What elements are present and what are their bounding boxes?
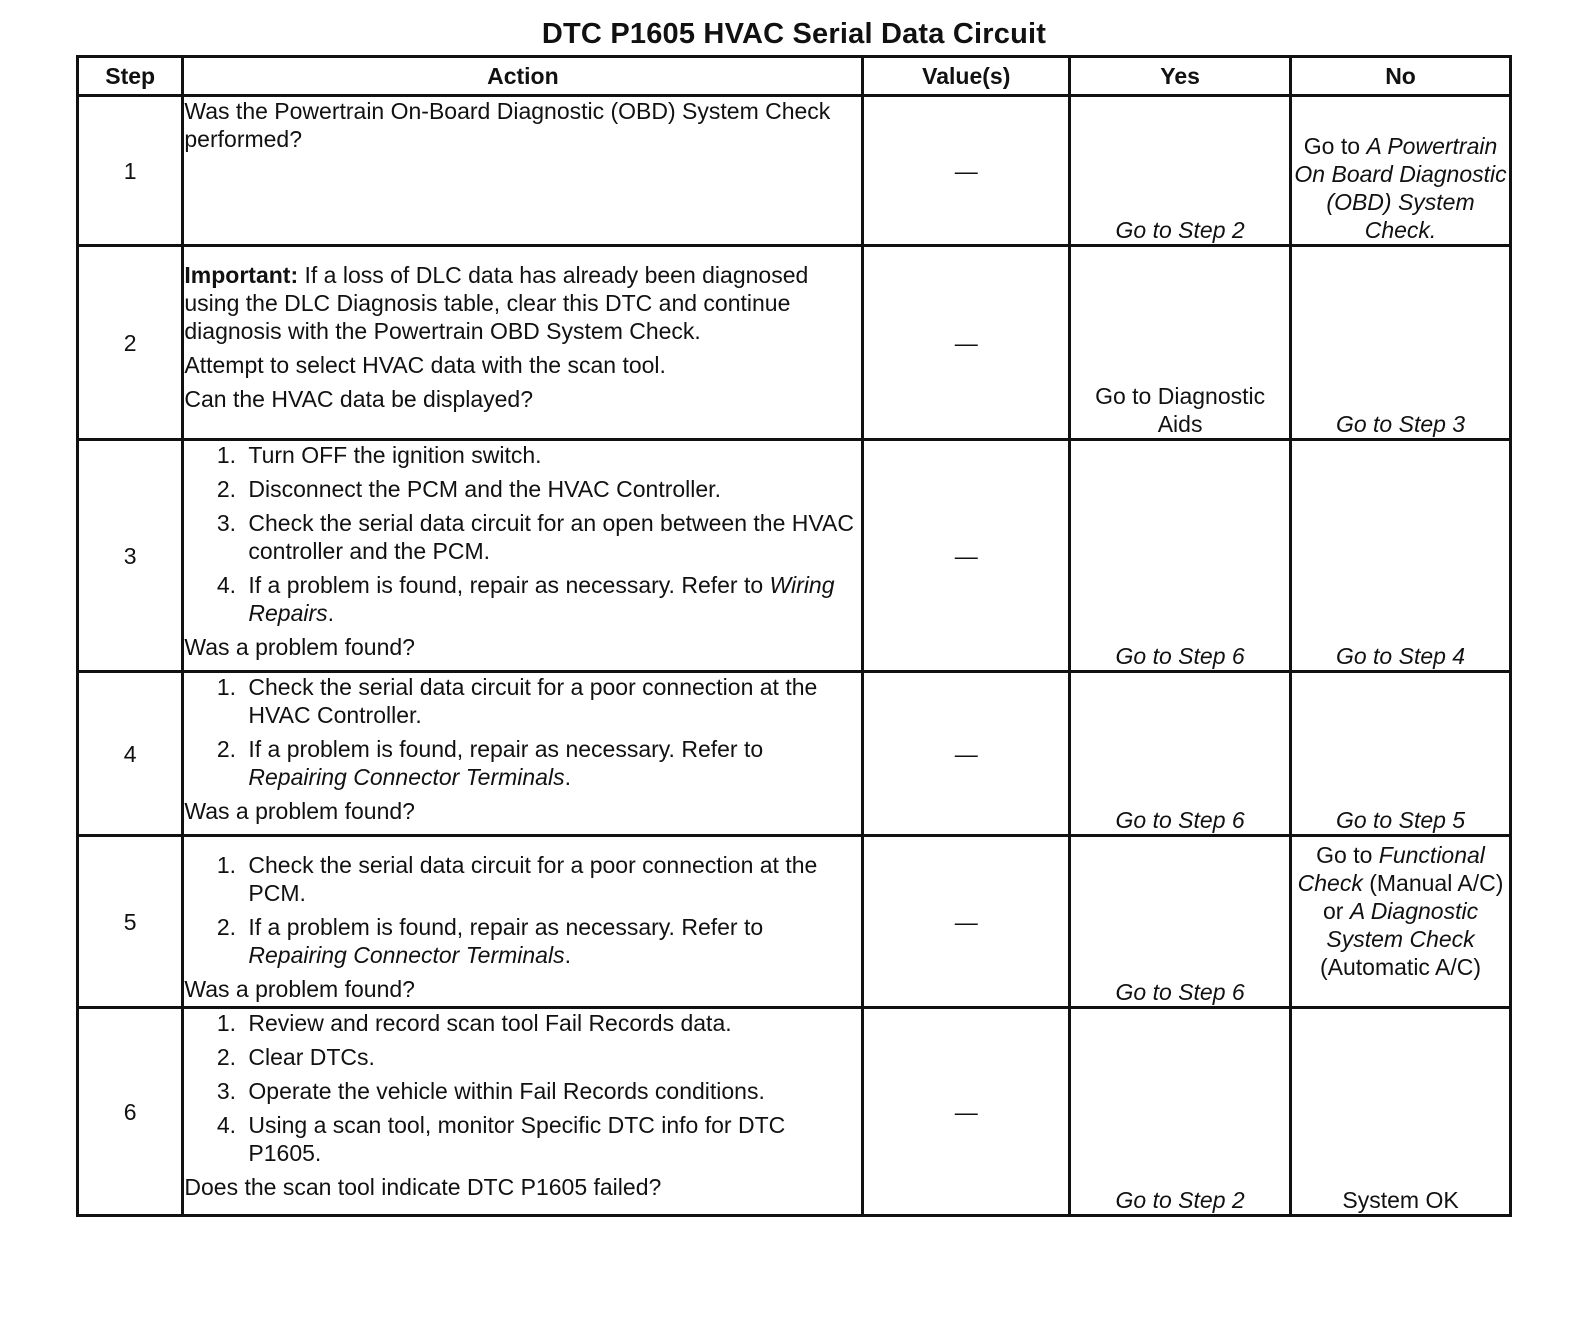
no-reference: A Powertrain On Board Diagnostic (OBD) System Check. — [1294, 133, 1507, 243]
table-row — [78, 440, 1511, 672]
list-item-end: . — [327, 600, 335, 626]
reference-link: Wiring Repairs — [248, 572, 835, 626]
header-yes: Yes — [1070, 57, 1291, 96]
important-label: Important: — [184, 262, 299, 288]
list-item — [242, 913, 861, 969]
no-text: Go to — [1316, 842, 1379, 868]
no-text: (Manual A/C) or — [1322, 870, 1504, 924]
no-cell — [1291, 96, 1511, 246]
no-prefix: Go to — [1303, 133, 1367, 159]
list-item-text: If a problem is found, repair as necessary. Refer to — [248, 736, 764, 762]
list-item — [242, 735, 861, 791]
procedure-list — [184, 673, 861, 791]
list-item: 1. Turn OFF the ignition switch. — [242, 441, 861, 469]
action-cell — [183, 96, 863, 246]
value-cell: — — [863, 1008, 1070, 1216]
no-text: (Automatic A/C) — [1320, 954, 1482, 980]
value-cell: — — [863, 246, 1070, 440]
procedure-list — [184, 1009, 861, 1167]
value-cell: — — [863, 836, 1070, 1008]
yes-cell: Go to Step 6 — [1070, 836, 1291, 1008]
header-row — [78, 57, 1511, 96]
table-row — [78, 246, 1511, 440]
yes-cell: Go to Step 6 — [1070, 672, 1291, 836]
yes-cell: Go to Step 2 — [1070, 1008, 1291, 1216]
no-reference: Functional Check — [1297, 842, 1485, 896]
action-instruction: Attempt to select HVAC data with the scan tool. — [184, 352, 666, 378]
list-item — [242, 571, 861, 627]
action-cell — [183, 440, 863, 672]
value-cell: — — [863, 96, 1070, 246]
header-no: No — [1291, 57, 1511, 96]
page-title: DTC P1605 HVAC Serial Data Circuit — [541, 18, 1047, 50]
procedure-list — [184, 441, 861, 627]
step-number: 5 — [78, 836, 183, 1008]
header-action: Action — [183, 57, 863, 96]
list-item: 1. Review and record scan tool Fail Records data. — [242, 1009, 861, 1037]
important-note — [184, 261, 861, 345]
list-item-text: If a problem is found, repair as necessary. Refer to — [248, 572, 770, 598]
action-question: Was the Powertrain On-Board Diagnostic (OBD) System Check performed? — [184, 98, 831, 152]
table-row — [78, 1008, 1511, 1216]
list-item-end: . — [564, 942, 571, 968]
header-step: Step — [78, 57, 183, 96]
list-item: 1. Check the serial data circuit for a poor connection at the HVAC Controller. — [242, 673, 861, 729]
diagnostic-table — [76, 55, 1512, 1217]
no-reference: A Diagnostic System Check — [1326, 898, 1479, 952]
list-item-end: . — [564, 764, 571, 790]
procedure-list — [184, 851, 861, 969]
important-text: If a loss of DLC data has already been diagnosed using the DLC Diagnosis table, clear this DTC and continue diagnosis with the Powertrain OBD System Check. — [184, 262, 809, 344]
table-row — [78, 836, 1511, 1008]
action-question: Was a problem found? — [184, 976, 415, 1002]
yes-cell: Go to Step 2 — [1070, 96, 1291, 246]
step-number: 6 — [78, 1008, 183, 1216]
value-cell: — — [863, 440, 1070, 672]
action-cell — [183, 836, 863, 1008]
step-number: 2 — [78, 246, 183, 440]
list-item: 3. Check the serial data circuit for an open between the HVAC controller and the PCM. — [242, 509, 861, 565]
step-number: 4 — [78, 672, 183, 836]
action-question: Was a problem found? — [184, 798, 415, 824]
list-item-text: If a problem is found, repair as necessary. Refer to — [248, 914, 764, 940]
list-item: 3. Operate the vehicle within Fail Records conditions. — [242, 1077, 861, 1105]
list-item: 4. Using a scan tool, monitor Specific DTC info for DTC P1605. — [242, 1111, 861, 1167]
no-cell: Go to Step 4 — [1291, 440, 1511, 672]
step-number: 1 — [78, 96, 183, 246]
no-cell — [1291, 836, 1511, 1008]
step-number: 3 — [78, 440, 183, 672]
action-cell — [183, 1008, 863, 1216]
list-item: 2. Clear DTCs. — [242, 1043, 861, 1071]
action-question: Can the HVAC data be displayed? — [184, 386, 534, 412]
table-row — [78, 96, 1511, 246]
table-row — [78, 672, 1511, 836]
header-values: Value(s) — [863, 57, 1070, 96]
reference-link: Repairing Connector Terminals — [248, 942, 565, 968]
no-cell: Go to Step 3 — [1291, 246, 1511, 440]
value-cell: — — [863, 672, 1070, 836]
action-cell — [183, 672, 863, 836]
yes-cell: Go to Step 6 — [1070, 440, 1291, 672]
list-item: 2. Disconnect the PCM and the HVAC Controller. — [242, 475, 861, 503]
action-question: Was a problem found? — [184, 634, 415, 660]
action-question: Does the scan tool indicate DTC P1605 failed? — [184, 1174, 662, 1200]
no-cell: System OK — [1291, 1008, 1511, 1216]
reference-link: Repairing Connector Terminals — [248, 764, 565, 790]
yes-cell: Go to Diagnostic Aids — [1070, 246, 1291, 440]
list-item: 1. Check the serial data circuit for a poor connection at the PCM. — [242, 851, 861, 907]
action-cell — [183, 246, 863, 440]
no-cell: Go to Step 5 — [1291, 672, 1511, 836]
